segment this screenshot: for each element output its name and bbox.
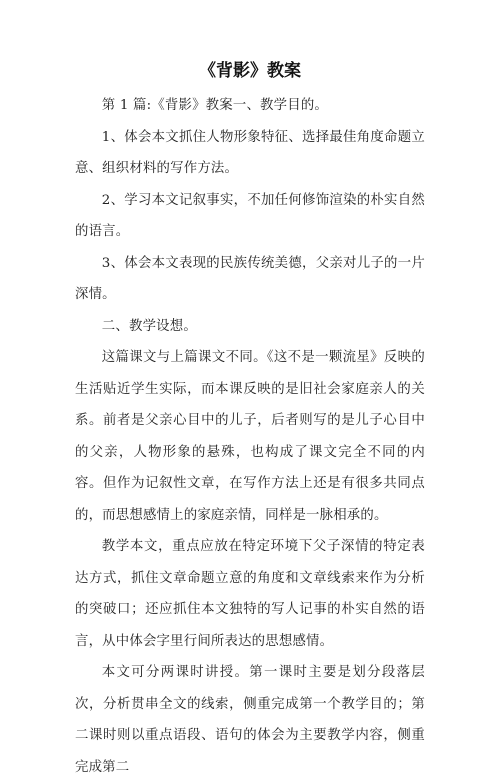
document-title: 《背影》教案 bbox=[199, 61, 301, 81]
paragraph-intro: 第 1 篇:《背影》教案一、教学目的。 bbox=[101, 98, 328, 113]
paragraph-goal-3: 3、体会本文表现的民族传统美德，父亲对儿子的一片深情。 bbox=[75, 255, 425, 302]
paragraph-goal-1: 1、体会本文抓住人物形象特征、选择最佳角度命题立意、组织材料的写作方法。 bbox=[75, 129, 425, 176]
paragraph-design-3: 本文可分两课时讲授。第一课时主要是划分段落层次，分析贯串全文的线索，侧重完成第一个教学目的；第二课时则以重点语段、语句的体会为主要教学内容，侧重完成第二 bbox=[75, 665, 425, 775]
section-heading-design: 二、教学设想。 bbox=[101, 318, 197, 334]
paragraph-design-2: 教学本文，重点应放在特定环境下父子深情的特定表达方式，抓住文章命题立意的角度和文章线索来作为分析的突破口；还应抓住本文独特的写人记事的朴实自然的语言，从中体会字里行间所表达的思想感情。 bbox=[75, 539, 425, 649]
paragraph-goal-2: 2、学习本文记叙事实，不加任何修饰渲染的朴实自然的语言。 bbox=[75, 192, 425, 239]
paragraph-design-1: 这篇课文与上篇课文不同。《这不是一颗流星》反映的生活贴近学生实际，而本课反映的是旧社会家庭亲人的关系。前者是父亲心目中的儿子，后者则写的是儿子心目中的父亲，人物形象的悬殊，也构成了课文完全不同的内容。但作为记叙性文章，在写作方法上还是有很多共同点的，而思想感情上的家庭亲情，同样是一脉相承的。 bbox=[75, 350, 425, 523]
